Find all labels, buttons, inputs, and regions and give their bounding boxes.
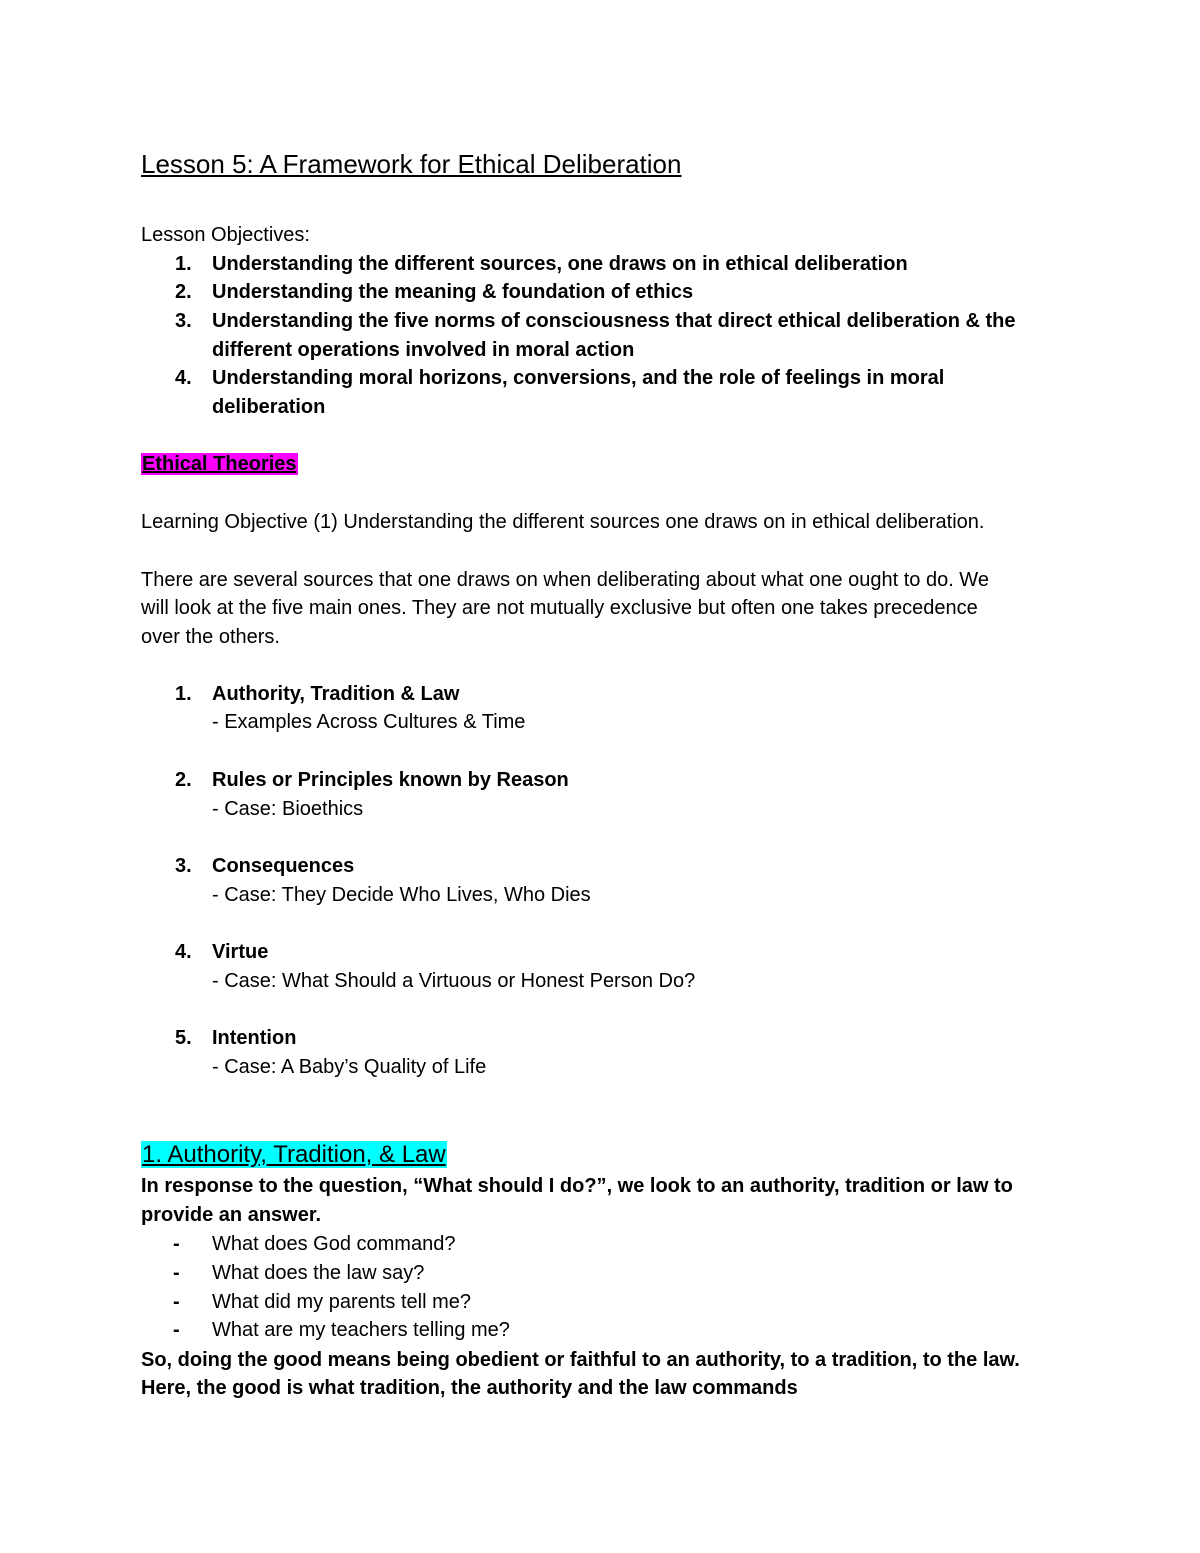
source-subitem: - Case: They Decide Who Lives, Who Dies [212, 884, 591, 906]
section-heading-authority [141, 1141, 447, 1169]
source-subitem: - Examples Across Cultures & Time [212, 711, 526, 733]
question-text: What does God command? [212, 1233, 456, 1255]
learning-objective: Learning Objective (1) Understanding the different sources one draws on in ethical deliberation. [141, 511, 985, 533]
highlighted-heading: 1. Authority, Tradition, & Law [142, 1141, 446, 1168]
source-subitem: - Case: What Should a Virtuous or Honest Person Do? [212, 970, 696, 992]
highlighted-heading: Ethical Theories [142, 453, 297, 475]
section-heading-ethical-theories [141, 450, 298, 479]
source-subitem: - Case: A Baby’s Quality of Life [212, 1056, 487, 1078]
dash-bullet-icon: - [173, 1319, 180, 1341]
list-text: Understanding the meaning & foundation of ethics [212, 281, 694, 303]
list-text: Understanding moral horizons, conversions, and the role of feelings in moral [212, 367, 945, 389]
source-title: Virtue [212, 941, 269, 963]
question-text: What are my teachers telling me? [212, 1319, 510, 1341]
intro-line: will look at the five main ones. They are not mutually exclusive but often one takes precedence [141, 597, 978, 619]
intro-line: over the others. [141, 626, 280, 648]
list-number: 2. [175, 281, 192, 303]
source-title: Intention [212, 1027, 297, 1049]
list-number: 2. [175, 769, 192, 791]
page-title: Lesson 5: A Framework for Ethical Deliberation [141, 149, 682, 179]
source-title: Authority, Tradition & Law [212, 683, 460, 705]
source-subitem: - Case: Bioethics [212, 798, 364, 820]
list-number: 4. [175, 367, 192, 389]
question-text: What did my parents tell me? [212, 1291, 471, 1313]
question-text: What does the law say? [212, 1262, 425, 1284]
list-text: Understanding the five norms of consciousness that direct ethical deliberation & the [212, 310, 1016, 332]
list-number: 5. [175, 1027, 192, 1049]
list-text: deliberation [212, 396, 326, 418]
section2-intro-line [141, 1172, 1013, 1201]
list-number: 1. [175, 253, 192, 275]
dash-bullet-icon: - [173, 1291, 180, 1313]
list-text: Understanding the different sources, one draws on in ethical deliberation [212, 253, 908, 275]
intro-post: , we look to an authority, tradition or law to [606, 1175, 1013, 1197]
intro-line: There are several sources that one draws on when deliberating about what one ought to do. We [141, 569, 989, 591]
list-number: 3. [175, 855, 192, 877]
dash-bullet-icon: - [173, 1262, 180, 1284]
closing-line: So, doing the good means being obedient or faithful to an authority, to a tradition, to the law. [141, 1349, 1020, 1371]
closing-line: Here, the good is what tradition, the authority and the law commands [141, 1377, 798, 1399]
list-number: 1. [175, 683, 192, 705]
intro-quote: “What should I do?” [413, 1175, 607, 1197]
list-number: 4. [175, 941, 192, 963]
list-number: 3. [175, 310, 192, 332]
intro-pre: In response to the question, [141, 1175, 414, 1197]
dash-bullet-icon: - [173, 1233, 180, 1255]
source-title: Consequences [212, 855, 355, 877]
objectives-label: Lesson Objectives: [141, 224, 310, 246]
source-title: Rules or Principles known by Reason [212, 769, 569, 791]
section2-intro-line: provide an answer. [141, 1204, 322, 1226]
list-text: different operations involved in moral action [212, 339, 635, 361]
